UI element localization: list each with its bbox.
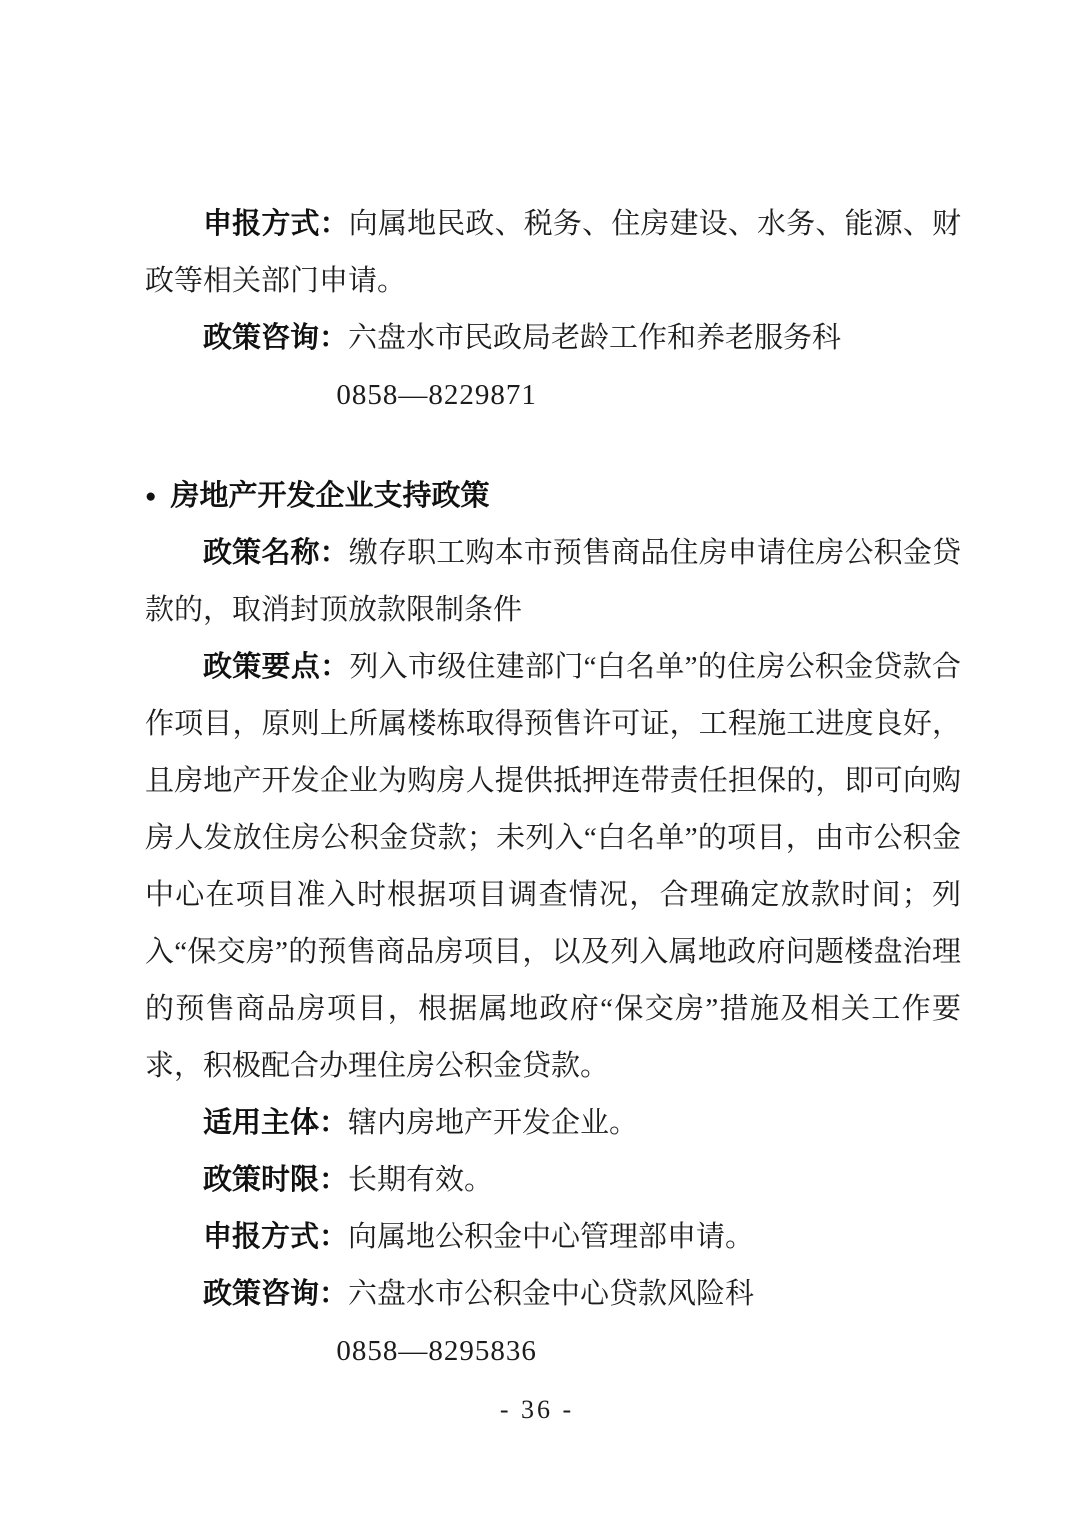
field-text-policy-name: 缴存职工购本市预售商品住房申请住房公积金贷款的，取消封顶放款限制条件	[145, 537, 961, 626]
field-label-policy-consult: 政策咨询：	[203, 322, 349, 354]
field-text-policy-duration: 长期有效。	[348, 1164, 494, 1196]
contact-phone-number: 0858—8229871	[336, 379, 537, 411]
field-label-policy-consult-2: 政策咨询：	[203, 1278, 349, 1310]
paragraph-application-method	[145, 196, 961, 310]
paragraph-policy-duration	[145, 1152, 961, 1209]
section-heading-text: 房地产开发企业支持政策	[170, 480, 490, 512]
field-label-policy-name: 政策名称：	[203, 537, 349, 569]
field-label-applicable-subject: 适用主体：	[203, 1107, 349, 1139]
bullet-icon: ●	[145, 486, 157, 507]
contact-phone-number-2: 0858—8295836	[336, 1335, 537, 1367]
paragraph-policy-consult	[145, 310, 961, 367]
field-label-policy-duration: 政策时限：	[203, 1164, 349, 1196]
document-content	[145, 196, 961, 1380]
paragraph-policy-consult-2	[145, 1266, 961, 1323]
field-text-applicable-subject: 辖内房地产开发企业。	[348, 1107, 639, 1139]
section-heading-real-estate-policy	[145, 468, 961, 525]
page-number: - 36 -	[499, 1395, 575, 1424]
field-text-policy-consult: 六盘水市民政局老龄工作和养老服务科	[348, 322, 842, 354]
paragraph-application-method-2	[145, 1209, 961, 1266]
field-text-policy-points: 列入市级住建部门“白名单”的住房公积金贷款合作项目，原则上所属楼栋取得预售许可证，工程施工进度良好，且房地产开发企业为购房人提供抵押连带责任担保的，即可向购房人发放住房公积金贷款；未列入“白名单”的项目，由市公积金中心在项目准入时根据项目调查情况，合理确定放款时间；列入“保交房”的预售商品房项目，以及列入属地政府问题楼盘治理的预售商品房项目，根据属地政府“保交房”措施及相关工作要求，积极配合办理住房公积金贷款。	[145, 651, 961, 1082]
field-label-application-method: 申报方式：	[203, 208, 349, 240]
field-text-application-method-2: 向属地公积金中心管理部申请。	[348, 1221, 755, 1253]
field-label-policy-points: 政策要点：	[203, 651, 350, 683]
field-label-application-method-2: 申报方式：	[203, 1221, 349, 1253]
paragraph-policy-name	[145, 525, 961, 639]
paragraph-policy-points	[145, 639, 961, 1095]
field-text-policy-consult-2: 六盘水市公积金中心贷款风险科	[348, 1278, 755, 1310]
field-text-application-method: 向属地民政、税务、住房建设、水务、能源、财政等相关部门申请。	[145, 208, 961, 297]
paragraph-applicable-subject	[145, 1095, 961, 1152]
